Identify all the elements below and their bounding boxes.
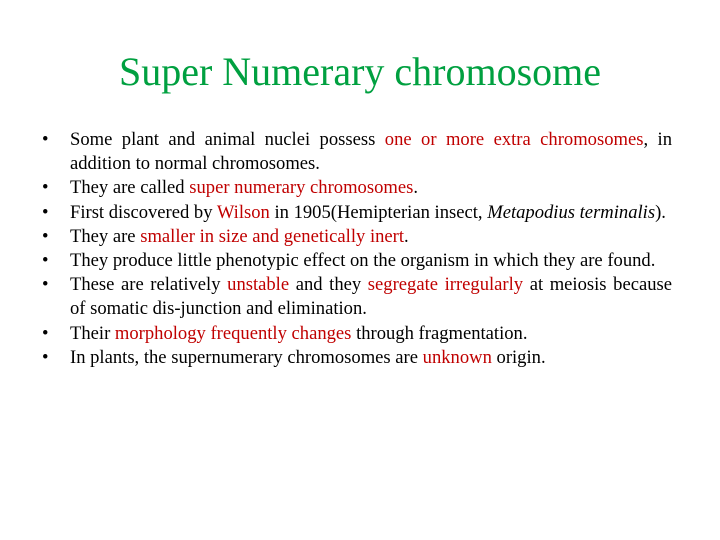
- bullet-text: Some plant and animal nuclei possess: [70, 129, 385, 150]
- bullet-item: [42, 346, 672, 370]
- bullet-text: ).: [655, 201, 666, 223]
- bullet-text: In plants, the supernumerary chromosomes are: [70, 346, 423, 368]
- bullet-item: [42, 225, 672, 249]
- bullet-text: First discovered by: [70, 201, 217, 223]
- bullet-text: Their: [70, 322, 115, 344]
- bullet-item: [42, 322, 672, 346]
- bullet-list: [42, 128, 672, 370]
- bullet-marker: •: [42, 346, 49, 368]
- bullet-text: They are: [70, 225, 141, 247]
- bullet-text: through fragmentation.: [351, 322, 528, 344]
- highlighted-text: super numerary chromosomes: [189, 177, 414, 199]
- bullet-marker: •: [42, 177, 49, 199]
- highlighted-text: segregate irregularly: [367, 274, 524, 296]
- bullet-marker: •: [42, 201, 49, 223]
- bullet-text: .: [404, 225, 409, 247]
- highlighted-text: unstable: [227, 274, 290, 296]
- bullet-text: and they: [289, 274, 368, 296]
- bullet-item: [42, 201, 672, 225]
- highlighted-text: morphology frequently changes: [114, 322, 352, 344]
- highlighted-text: smaller in size and genetically inert: [140, 225, 405, 247]
- bullet-text: They produce little phenotypic effect on the organism in which they are found.: [70, 250, 656, 272]
- italic-text: Metapodius terminalis: [487, 201, 656, 223]
- bullet-marker: •: [42, 225, 49, 247]
- highlighted-text: one or more extra chromosomes: [384, 129, 644, 150]
- bullet-text: .: [413, 177, 418, 199]
- bullet-text: These are relatively: [70, 274, 228, 296]
- bullet-marker: •: [42, 129, 49, 150]
- highlighted-text: Wilson: [216, 201, 270, 223]
- bullet-marker: •: [42, 250, 49, 272]
- bullet-item: [42, 176, 672, 200]
- bullet-text: at meiosis because of somatic dis-junction and elimination.: [70, 274, 672, 320]
- bullet-text: origin.: [491, 346, 546, 368]
- bullet-item: [42, 128, 672, 176]
- bullet-text: in 1905(Hemipterian insect,: [269, 201, 488, 223]
- bullet-text: They are called: [70, 177, 190, 199]
- bullet-marker: •: [42, 322, 49, 344]
- highlighted-text: unknown: [422, 346, 492, 368]
- bullet-item: [42, 249, 672, 273]
- bullet-marker: •: [42, 274, 49, 296]
- slide-title: Super Numerary chromosome: [118, 49, 602, 94]
- bullet-item: [42, 273, 672, 321]
- bullet-text: , in addition to normal chromosomes.: [70, 129, 673, 175]
